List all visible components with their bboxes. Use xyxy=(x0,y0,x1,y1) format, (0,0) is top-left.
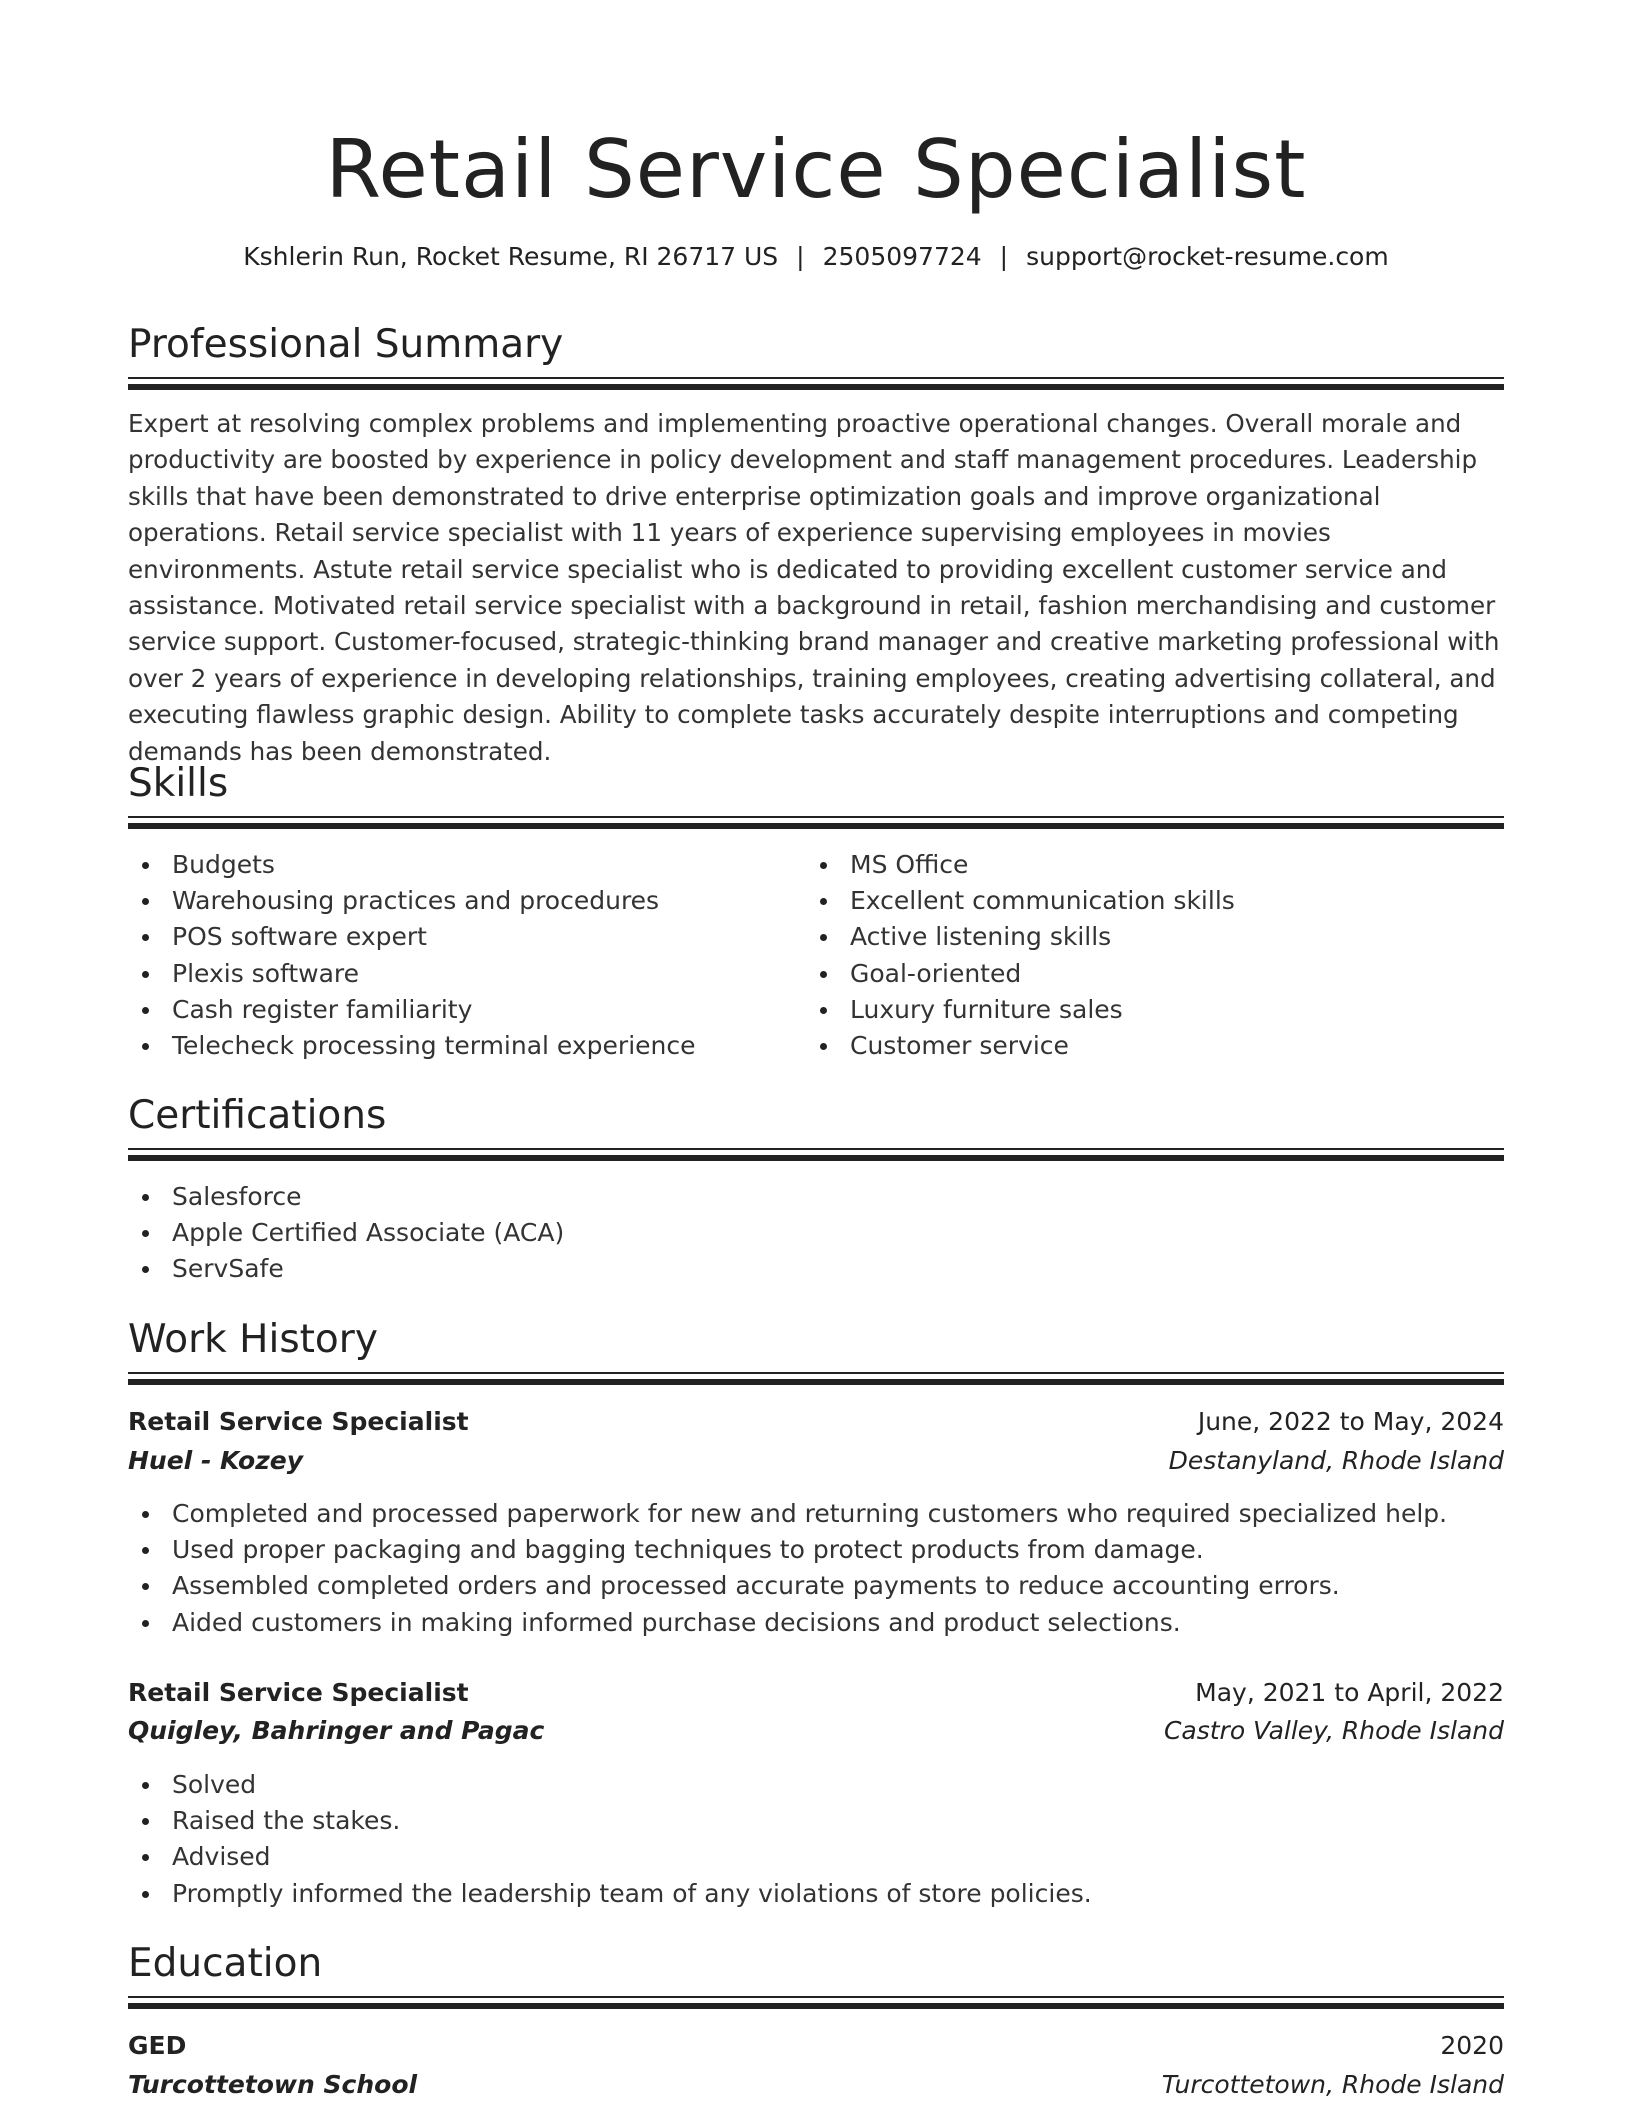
skill-item: Plexis software xyxy=(128,956,696,992)
job-dates: June, 2022 to May, 2024 xyxy=(1197,1407,1504,1436)
job-subheader xyxy=(128,1712,1504,1750)
contact-email: support@rocket-resume.com xyxy=(1026,242,1389,271)
job-location: Destanyland, Rhode Island xyxy=(1168,1446,1504,1475)
job-bullet: Promptly informed the leadership team of any violations of store policies. xyxy=(128,1876,1092,1912)
job-bullets xyxy=(128,1767,1092,1912)
skill-item: Goal-oriented xyxy=(806,956,1235,992)
certification-item: Salesforce xyxy=(128,1179,564,1215)
job-company: Huel - Kozey xyxy=(128,1446,304,1475)
job-header xyxy=(128,1674,1504,1712)
skill-item: Active listening skills xyxy=(806,919,1235,955)
skill-item: Customer service xyxy=(806,1028,1235,1064)
job-company: Quigley, Bahringer and Pagac xyxy=(128,1716,545,1745)
education-location: Turcottetown, Rhode Island xyxy=(1161,2070,1504,2099)
section-title-work-history: Work History xyxy=(128,1317,378,1362)
contact-line xyxy=(128,240,1504,274)
job-bullet: Completed and processed paperwork for new and returning customers who required specialized help. xyxy=(128,1496,1447,1532)
job-bullet: Solved xyxy=(128,1767,1092,1803)
job-title: Retail Service Specialist xyxy=(128,1678,469,1707)
job-bullet: Advised xyxy=(128,1839,1092,1875)
resume-name: Retail Service Specialist xyxy=(325,123,1307,216)
job-location: Castro Valley, Rhode Island xyxy=(1163,1716,1504,1745)
skill-item: MS Office xyxy=(806,847,1235,883)
certification-item: ServSafe xyxy=(128,1251,564,1287)
job-dates: May, 2021 to April, 2022 xyxy=(1195,1678,1504,1707)
job-title: Retail Service Specialist xyxy=(128,1407,469,1436)
education-school: Turcottetown School xyxy=(128,2070,418,2099)
job-bullets xyxy=(128,1496,1447,1641)
skill-item: Telecheck processing terminal experience xyxy=(128,1028,696,1064)
contact-phone: 2505097724 xyxy=(822,242,982,271)
section-title-skills: Skills xyxy=(128,761,229,806)
certification-item: Apple Certified Associate (ACA) xyxy=(128,1215,564,1251)
section-divider xyxy=(128,377,1504,390)
contact-address: Kshlerin Run, Rocket Resume, RI 26717 US xyxy=(243,242,779,271)
section-title-education: Education xyxy=(128,1941,323,1986)
section-divider xyxy=(128,816,1504,829)
job-bullet: Aided customers in making informed purchase decisions and product selections. xyxy=(128,1605,1447,1641)
skill-item: POS software expert xyxy=(128,919,696,955)
section-title-summary: Professional Summary xyxy=(128,322,564,367)
job-bullet: Used proper packaging and bagging techniques to protect products from damage. xyxy=(128,1532,1447,1568)
job-bullet: Assembled completed orders and processed accurate payments to reduce accounting errors. xyxy=(128,1568,1447,1604)
education-degree: GED xyxy=(128,2031,187,2060)
job-subheader xyxy=(128,1442,1504,1480)
section-divider xyxy=(128,1996,1504,2009)
contact-separator: | xyxy=(999,242,1009,271)
summary-text: Expert at resolving complex problems and implementing proactive operational changes. Overall morale and productivity are boosted by experience in policy development and staff management procedures. Leadership skills that have been demonstrated to drive enterprise optimization goals and improve organizational operations. Retail service specialist with 11 years of experience supervising employees in movies environments. Astute retail service specialist who is dedicated to providing excellent customer service and assistance. Motivated retail service specialist with a background in retail, fashion merchandising and customer service support. Customer-focused, strategic-thinking brand manager and creative marketing professional with over 2 years of experience in developing relationships, training employees, creating advertising collateral, and executing flawless graphic design. Ability to complete tasks accurately despite interruptions and competing demands has been demonstrated. xyxy=(128,409,1500,766)
skill-item: Luxury furniture sales xyxy=(806,992,1235,1028)
education-header xyxy=(128,2027,1504,2065)
job-bullet: Raised the stakes. xyxy=(128,1803,1092,1839)
section-divider xyxy=(128,1148,1504,1161)
skills-list-right xyxy=(806,847,1235,1064)
contact-separator: | xyxy=(796,242,805,271)
skill-item: Budgets xyxy=(128,847,696,883)
section-divider xyxy=(128,1372,1504,1385)
skill-item: Cash register familiarity xyxy=(128,992,696,1028)
education-subheader xyxy=(128,2066,1504,2104)
education-year: 2020 xyxy=(1440,2031,1504,2060)
skills-list-left xyxy=(128,847,696,1064)
section-title-certifications: Certifications xyxy=(128,1093,387,1138)
skill-item: Warehousing practices and procedures xyxy=(128,883,696,919)
skill-item: Excellent communication skills xyxy=(806,883,1235,919)
certifications-list xyxy=(128,1179,564,1288)
job-header xyxy=(128,1403,1504,1441)
